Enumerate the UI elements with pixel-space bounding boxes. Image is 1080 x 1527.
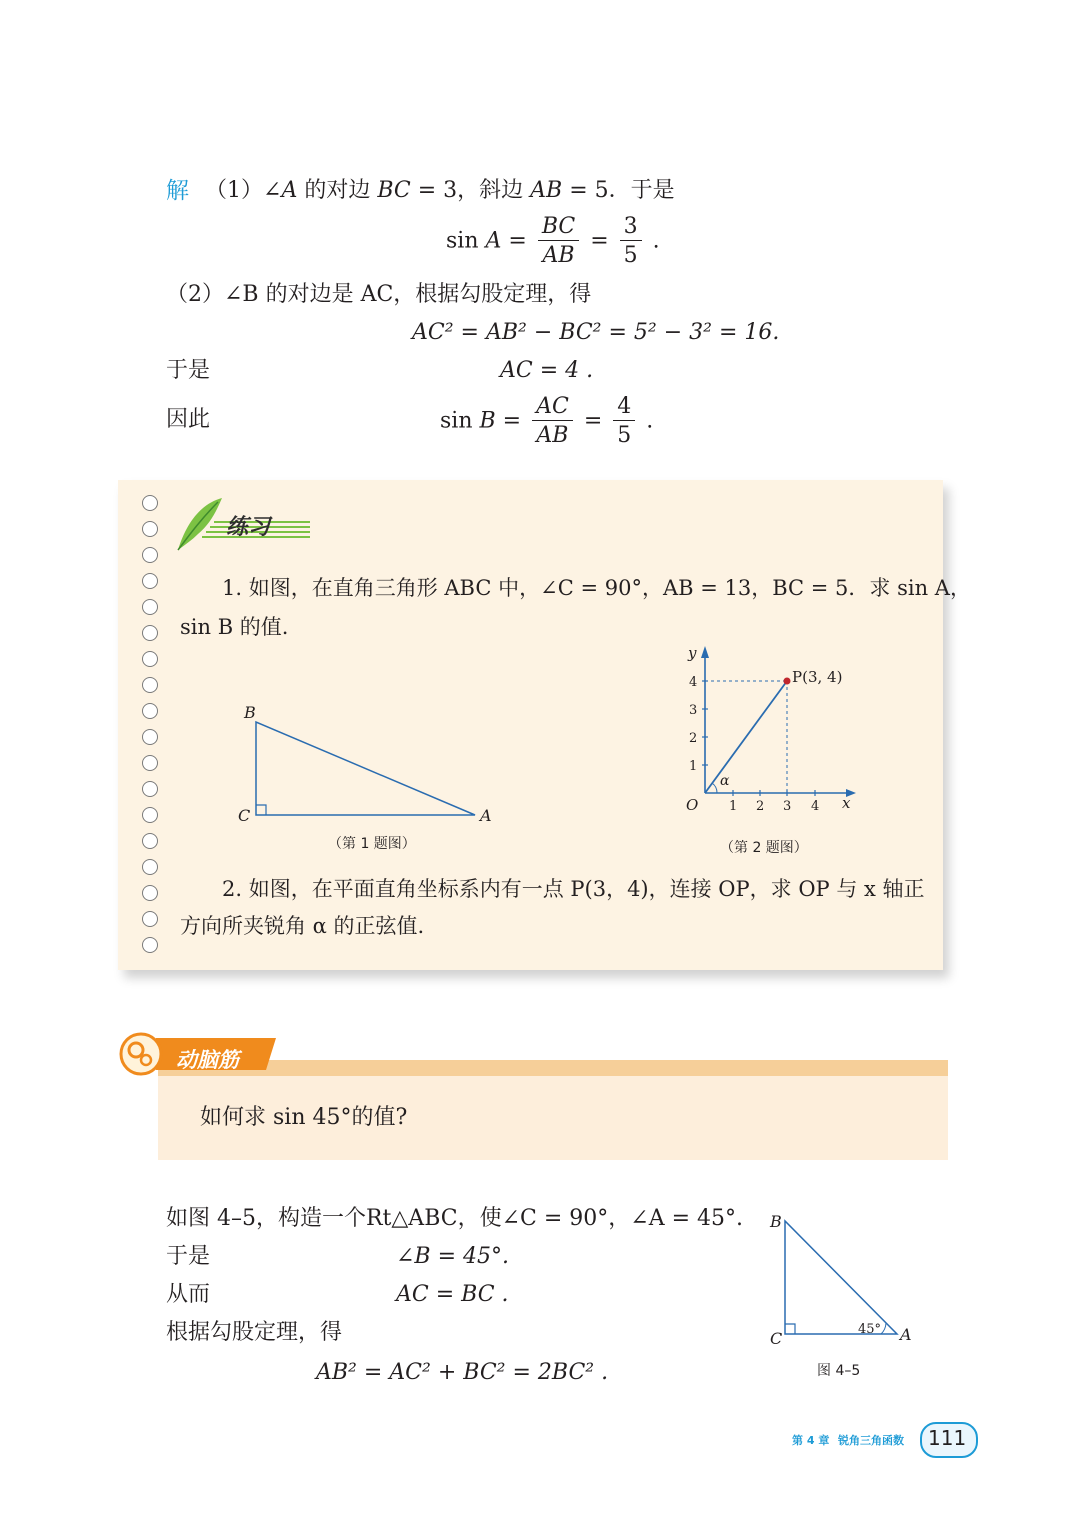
ring	[142, 729, 158, 745]
ring	[142, 755, 158, 771]
ring	[142, 859, 158, 875]
ring	[142, 885, 158, 901]
ring	[142, 521, 158, 537]
question-1-line2: sin B 的值.	[180, 615, 289, 639]
footer-title: 锐角三角函数	[838, 1434, 904, 1447]
ac-equals-bc: AC = BC .	[396, 1282, 509, 1307]
footer-chapter: 第 4 章	[792, 1434, 830, 1447]
sinA-formula: sin A = $\frac{BC}{AB}$ = $\frac{3}{5}$ .	[446, 214, 660, 268]
figure-1-caption: （第 1 题图）	[328, 836, 416, 852]
x-tick-label: 2	[756, 799, 765, 814]
congerr-label: 从而	[166, 1282, 211, 1307]
ac-result: AC = 4 .	[500, 358, 594, 383]
ring	[142, 937, 158, 953]
vertex-B-label: B	[770, 1212, 782, 1231]
ring	[142, 833, 158, 849]
alpha-label: α	[720, 773, 730, 789]
yushi-label-2: 于是	[166, 1244, 211, 1269]
ring	[142, 547, 158, 563]
ring	[142, 599, 158, 615]
practice-title: 练习	[226, 515, 271, 540]
solution-part1: （1）∠A 的对边 BC = 3，斜边 AB = 5．于是	[205, 178, 675, 203]
question-2-line1: 2. 如图，在平面直角坐标系内有一点 P(3，4)，连接 OP，求 OP 与 x 轴正	[222, 877, 925, 901]
vertex-B-label: B	[244, 703, 256, 722]
pythagoras-label: 根据勾股定理，得	[166, 1320, 343, 1345]
x-axis-label: x	[842, 794, 851, 812]
ring	[142, 651, 158, 667]
vertex-C-label: C	[770, 1329, 783, 1348]
origin-label: O	[686, 796, 699, 814]
figure-4-5-triangle	[760, 1205, 920, 1385]
x-tick-label: 4	[811, 799, 820, 814]
figure-4-5-caption: 图 4–5	[817, 1363, 861, 1379]
solution-label: 解	[166, 178, 189, 204]
ring	[142, 573, 158, 589]
x-tick-label: 3	[783, 799, 792, 814]
point-P-marker	[784, 678, 791, 685]
figure-2-caption: （第 2 题图）	[720, 840, 808, 856]
y-tick-label: 4	[689, 675, 698, 690]
figure-2-coordinate-plane	[670, 640, 870, 865]
y-tick-label: 3	[689, 703, 698, 718]
vertex-A-label: A	[900, 1325, 912, 1344]
brain-question: 如何求 sin 45°的值?	[200, 1105, 408, 1130]
ring	[142, 677, 158, 693]
sinB-formula: sin B = $\frac{AC}{AB}$ = $\frac{4}{5}$ .	[440, 394, 654, 448]
final-equation: AB² = AC² + BC² = 2BC² .	[316, 1360, 609, 1385]
yushi-label: 于是	[166, 358, 211, 383]
yinci-label: 因此	[166, 407, 211, 432]
angle-45-label: 45°	[858, 1322, 882, 1337]
brain-title: 动脑筋	[176, 1048, 239, 1072]
angle-B-result: ∠B = 45°.	[396, 1244, 510, 1269]
vertex-A-label: A	[480, 806, 492, 825]
x-tick-label: 1	[729, 799, 738, 814]
solution-part2: （2）∠B 的对边是 AC，根据勾股定理，得	[166, 282, 592, 307]
figure-1-triangle	[230, 700, 510, 860]
construction-line: 如图 4–5，构造一个Rt△ABC，使∠C = 90°，∠A = 45°.	[166, 1206, 744, 1231]
vertex-C-label: C	[238, 806, 251, 825]
y-tick-label: 1	[689, 759, 698, 774]
pythagoras-equation: AC² = AB² − BC² = 5² − 3² = 16.	[412, 320, 780, 345]
point-P-label: P(3, 4)	[792, 668, 843, 686]
y-tick-label: 2	[689, 731, 698, 746]
ring	[142, 911, 158, 927]
ring	[142, 703, 158, 719]
ring	[142, 781, 158, 797]
page-number: 111	[928, 1426, 967, 1450]
ring	[142, 807, 158, 823]
ring	[142, 625, 158, 641]
question-1-line1: 1. 如图，在直角三角形 ABC 中，∠C = 90°，AB = 13，BC = 5．求 sin A，	[222, 576, 971, 600]
question-2-line2: 方向所夹锐角 α 的正弦值.	[180, 914, 425, 938]
ring	[142, 495, 158, 511]
y-axis-label: y	[688, 644, 697, 662]
